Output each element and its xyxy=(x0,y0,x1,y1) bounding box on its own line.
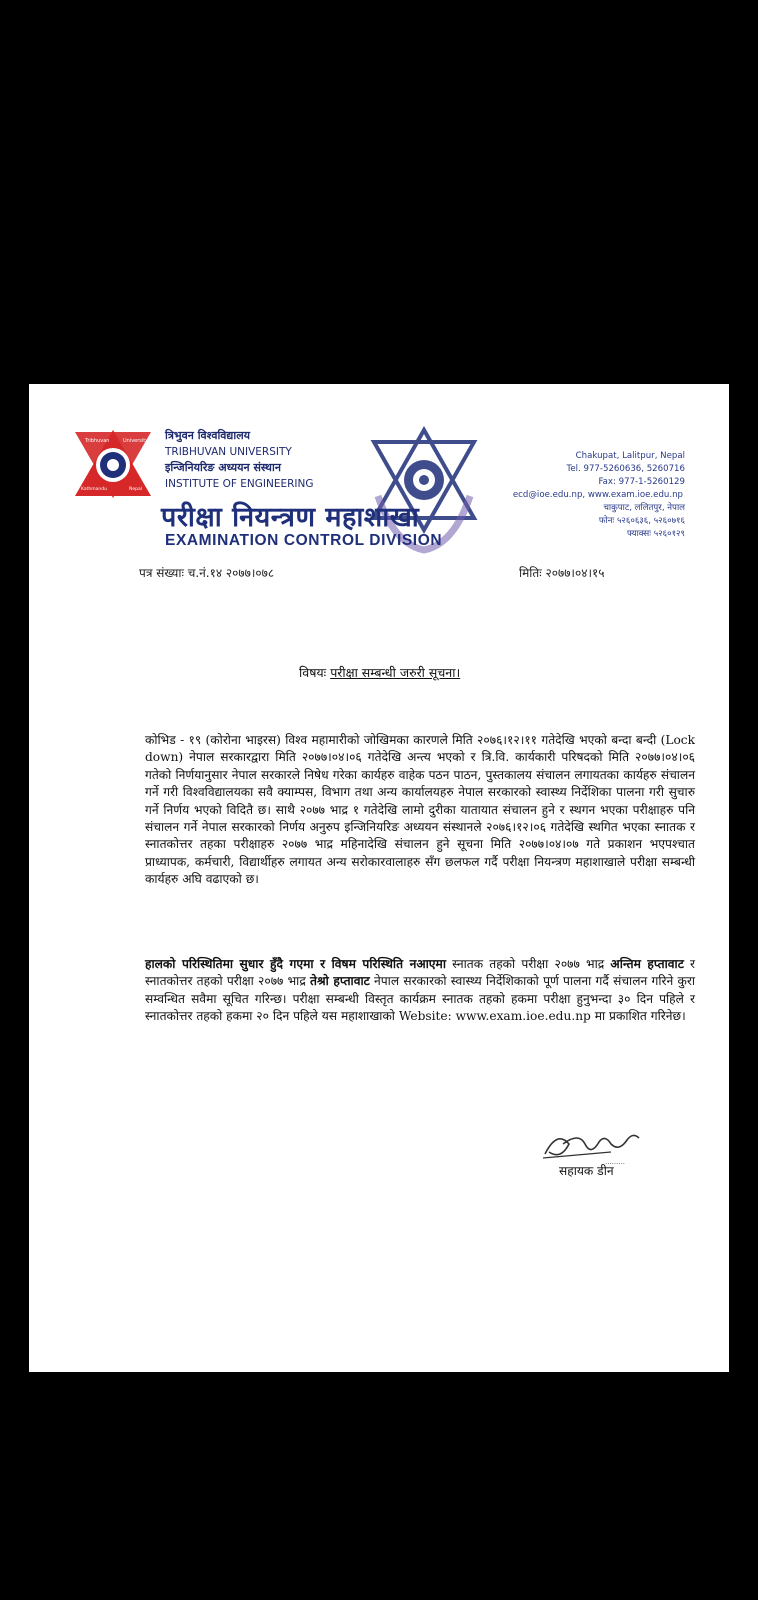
signatory-title: सहायक डीन xyxy=(559,1164,614,1178)
logo-text-bottom-left: Kathmandu xyxy=(81,487,107,492)
logo-text-bottom-right: Nepal xyxy=(129,487,142,492)
logo-text-top-right: University xyxy=(123,438,149,444)
contact-block xyxy=(512,450,685,541)
para2-bold-2: अन्तिम हप्तावाट xyxy=(610,957,684,971)
subject-label: विषयः xyxy=(299,665,327,680)
fax-np: फ्याक्सः ५२६०१२९ xyxy=(626,529,685,539)
svg-text:.........: ......... xyxy=(605,1158,626,1166)
subject-text: परीक्षा सम्बन्धी जरुरी सूचना। xyxy=(330,665,461,680)
fax-en: Fax: 977-1-5260129 xyxy=(598,477,685,487)
body-paragraph-1: कोभिड - १९ (कोरोना भाइरस) विश्व महामारीको जोखिमका कारणले मिति २०७६।१२।११ गतेदेखि भएको बन्दा बन्दी (Lock down) नेपाल सरकारद्वारा मिति २०७७।०४।०६ गतेदेखि अन्त्य भएको र त्रि.वि. कार्यकारी परिषदको मिति २०७७।०४।०६ गतेको निर्णयानुसार नेपाल सरकारले निषेध गरेका कार्यहरु वाहेक पठन पाठन, पुस्तकालय संचालन लगायतका कार्यहरु संचालन गर्ने गरी विश्वविद्यालयका सवै क्याम्पस, विभाग तथा अन्य कार्यालयहरु नेपाल सरकारको स्वास्थ्य निर्देशिका पालना गरी सुचारु गर्ने निर्णय भएको विदितै छ। साथै २०७७ भाद्र १ गतेदेखि लामो दुरीका यातायात संचालन हुने र स्थगन भएका परीक्षाहरु पनि संचालन गर्ने नेपाल सरकारको निर्णय अनुरुप इन्जिनियरिङ अध्ययन संस्थानले २०७६।१२।०६ गतेदेखि स्थगित भएका स्नातक र स्नातकोत्तर तहका परीक्षाहरु २०७७ भाद्र महिनादेखि संचालन हुने सूचना मिति २०७७।०४।०७ गते प्रकाशन भएपश्चात प्राध्यापक, कर्मचारी, विद्यार्थीहरु लगायत अन्य सरोकारवालाहरु सँग छलफल गर्दै परीक्षा नियन्त्रण महाशाखाले परीक्षा सम्बन्धी कार्यहरु अघि वढाएको छ। xyxy=(145,733,695,887)
university-name-en: TRIBHUVAN UNIVERSITY xyxy=(165,446,292,458)
para2-bold-3: तेश्रो हप्तावाट xyxy=(310,974,370,989)
para2-text-3: नेपाल सरकारको स्वास्थ्य निर्देशिकाको पूर्ण पालना गर्दै संचालन गरिने कुरा सम्वन्धित सवैमा सूचित गरिन्छ। परीक्षा सम्बन्धी विस्तृत कार्यक्रम स्नातक तहको हकमा परीक्षा हुनुभन्दा ३० दिन पहिले र स्नातकोत्तर तहको हकमा २० दिन पहिले यस महाशाखाको Website: www.exam.ioe.edu.np मा प्रकाशित गरिनेछ। xyxy=(145,974,695,1024)
university-name-block xyxy=(165,428,313,492)
subject-line xyxy=(299,664,460,681)
body-paragraph-2 xyxy=(145,956,695,1026)
institute-name-np: इन्जिनियरिङ अध्ययन संस्थान xyxy=(165,461,281,474)
para2-bold-1: हालको परिस्थितिमा सुधार हुँदै गएमा र विषम परिस्थिति नआएमा xyxy=(145,957,446,971)
letter-date: मितिः २०७७।०४।१५ xyxy=(519,566,605,580)
phone-np: फोनः ५२६०६३६, ५२६०७१६ xyxy=(598,516,685,526)
telephone-en: Tel. 977-5260636, 5260716 xyxy=(566,464,685,474)
email-website: ecd@ioe.edu.np, www.exam.ioe.edu.np xyxy=(512,490,683,500)
logo-text-top-left: Tribhuvan xyxy=(85,438,110,444)
reference-number: पत्र संख्याः च.नं.१४ २०७७।०७८ xyxy=(139,566,275,580)
division-name-en: EXAMINATION CONTROL DIVISION xyxy=(165,532,443,549)
tribhuvan-university-logo xyxy=(73,428,153,500)
institute-name-en: INSTITUTE OF ENGINEERING xyxy=(165,478,314,490)
university-name-np: त्रिभुवन विश्वविद्यालय xyxy=(165,429,251,442)
address-np: चाकुपाट, ललितपुर, नेपाल xyxy=(603,503,685,513)
para2-text-2: र स्नातकोत्तर तहको परीक्षा २०७७ भाद्र xyxy=(145,957,696,989)
address-en: Chakupat, Lalitpur, Nepal xyxy=(575,451,685,461)
division-name-np: परीक्षा नियन्त्रण महाशाखा xyxy=(161,502,420,533)
para2-text-1: स्नातक तहको परीक्षा २०७७ भाद्र xyxy=(446,957,611,971)
letter-page xyxy=(29,384,729,1372)
